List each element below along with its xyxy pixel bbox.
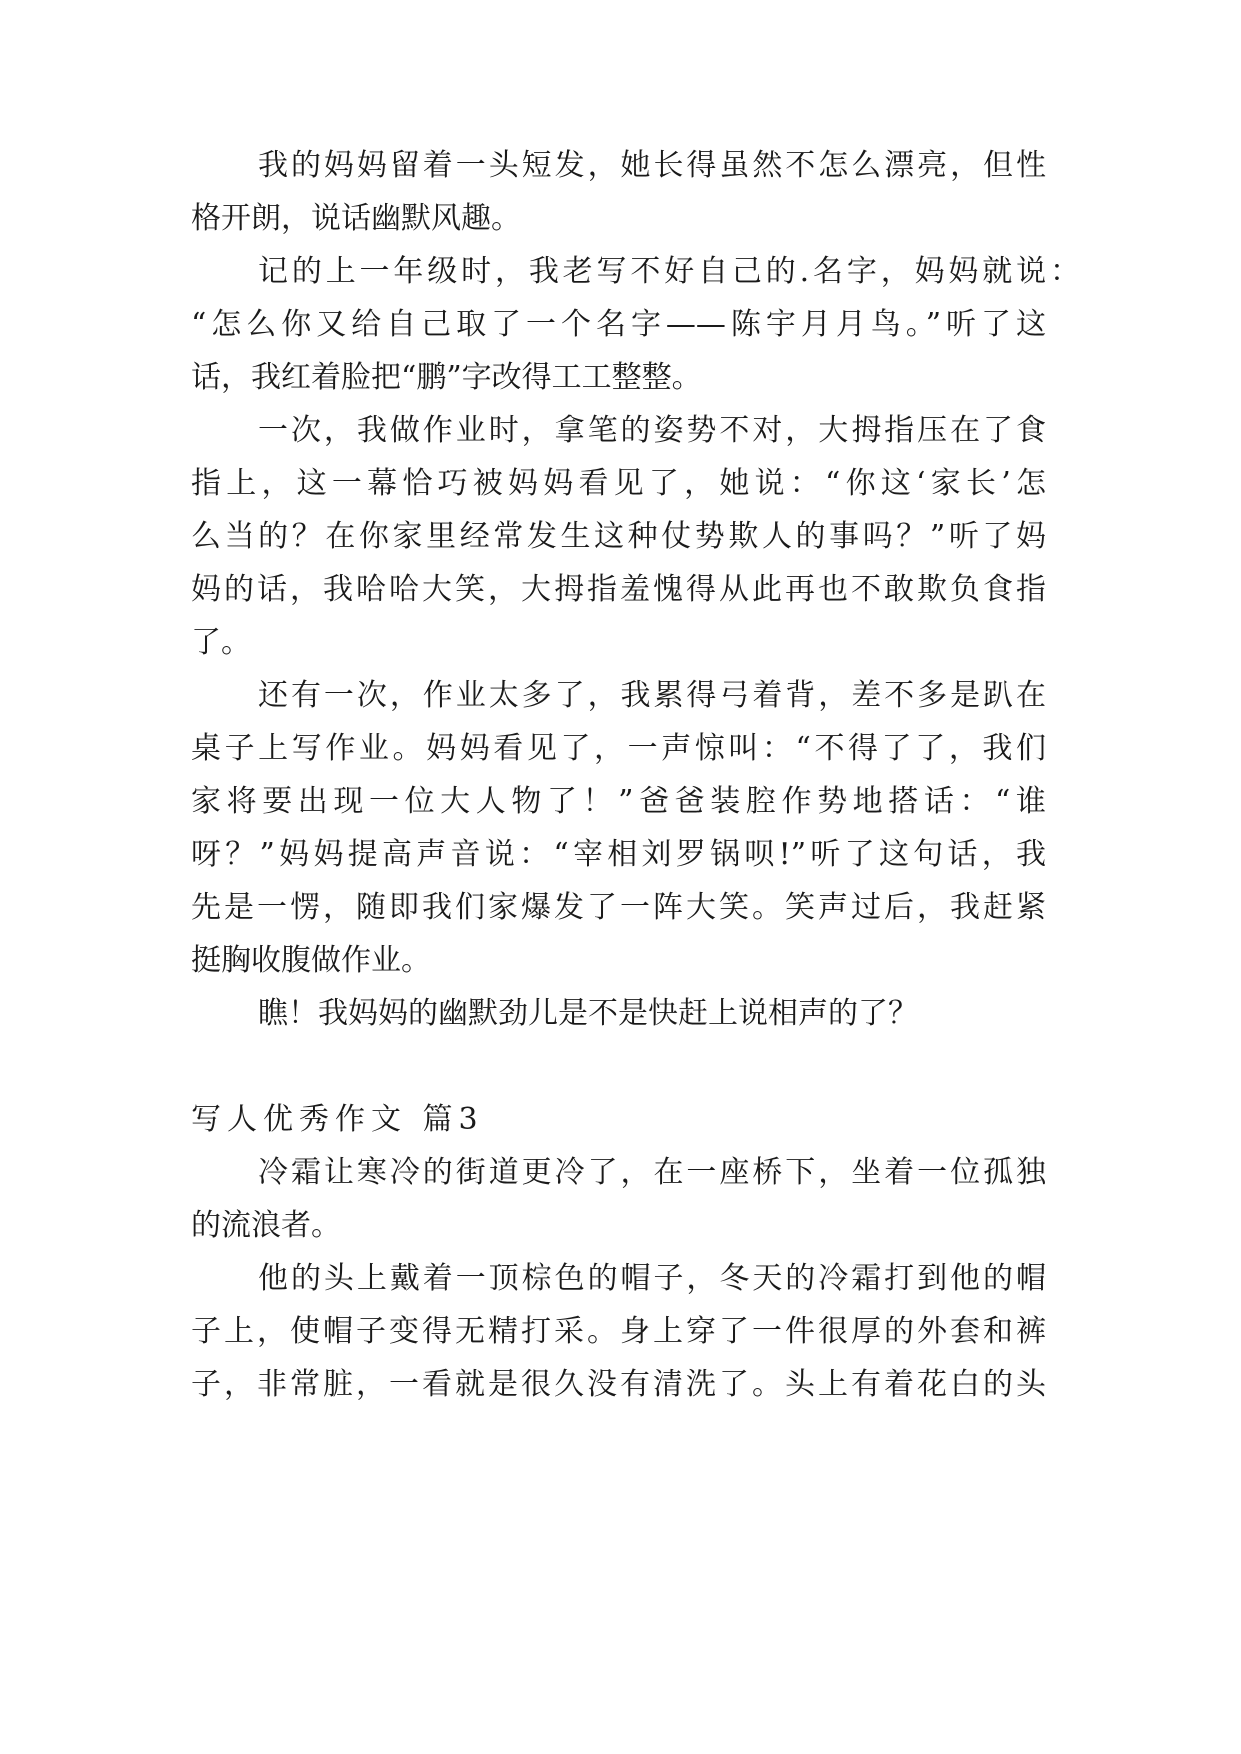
paragraph-line: 指上，这一幕恰巧被妈妈看见了，她说：“你这‘家长’怎 [191,466,1046,501]
paragraph-line: 么当的？在你家里经常发生这种仗势欺人的事吗？”听了妈 [191,519,1046,554]
paragraph-line: 我的妈妈留着一头短发，她长得虽然不怎么漂亮，但性 [258,148,1046,183]
paragraph-line: 他的头上戴着一顶棕色的帽子，冬天的冷霜打到他的帽 [258,1261,1046,1296]
paragraph-line: 一次，我做作业时，拿笔的姿势不对，大拇指压在了食 [258,413,1046,448]
paragraph-line: 呀？”妈妈提高声音说：“宰相刘罗锅呗!”听了这句话，我 [191,837,1046,872]
paragraph-line: 挺胸收腹做作业。 [191,943,431,978]
paragraph-line: 记的上一年级时，我老写不好自己的.名字，妈妈就说： [258,254,1080,289]
paragraph-line: 家将要出现一位大人物了！”爸爸装腔作势地搭话：“谁 [191,784,1046,819]
paragraph-line: 了。 [191,625,251,660]
paragraph-line: 的流浪者。 [191,1208,341,1243]
paragraph-line: “怎么你又给自己取了一个名字——陈宇月月鸟。”听了这 [191,307,1046,342]
paragraph-line: 格开朗，说话幽默风趣。 [191,201,521,236]
paragraph-line: 还有一次，作业太多了，我累得弓着背，差不多是趴在 [258,678,1046,713]
paragraph-line: 妈的话，我哈哈大笑，大拇指羞愧得从此再也不敢欺负食指 [191,572,1046,607]
paragraph-line: 话，我红着脸把“鹏”字改得工工整整。 [191,360,702,395]
paragraph-line: 桌子上写作业。妈妈看见了，一声惊叫：“不得了了，我们 [191,731,1046,766]
section-title: 写人优秀作文 篇3 [191,1102,484,1137]
paragraph-line: 先是一愣，随即我们家爆发了一阵大笑。笑声过后，我赶紧 [191,890,1046,925]
paragraph-line: 子上，使帽子变得无精打采。身上穿了一件很厚的外套和裤 [191,1314,1046,1349]
paragraph-line: 冷霜让寒冷的街道更冷了，在一座桥下，坐着一位孤独 [258,1155,1046,1190]
paragraph-line: 子，非常脏，一看就是很久没有清洗了。头上有着花白的头 [191,1367,1046,1402]
paragraph-line: 瞧！我妈妈的幽默劲儿是不是快赶上说相声的了？ [258,996,918,1031]
